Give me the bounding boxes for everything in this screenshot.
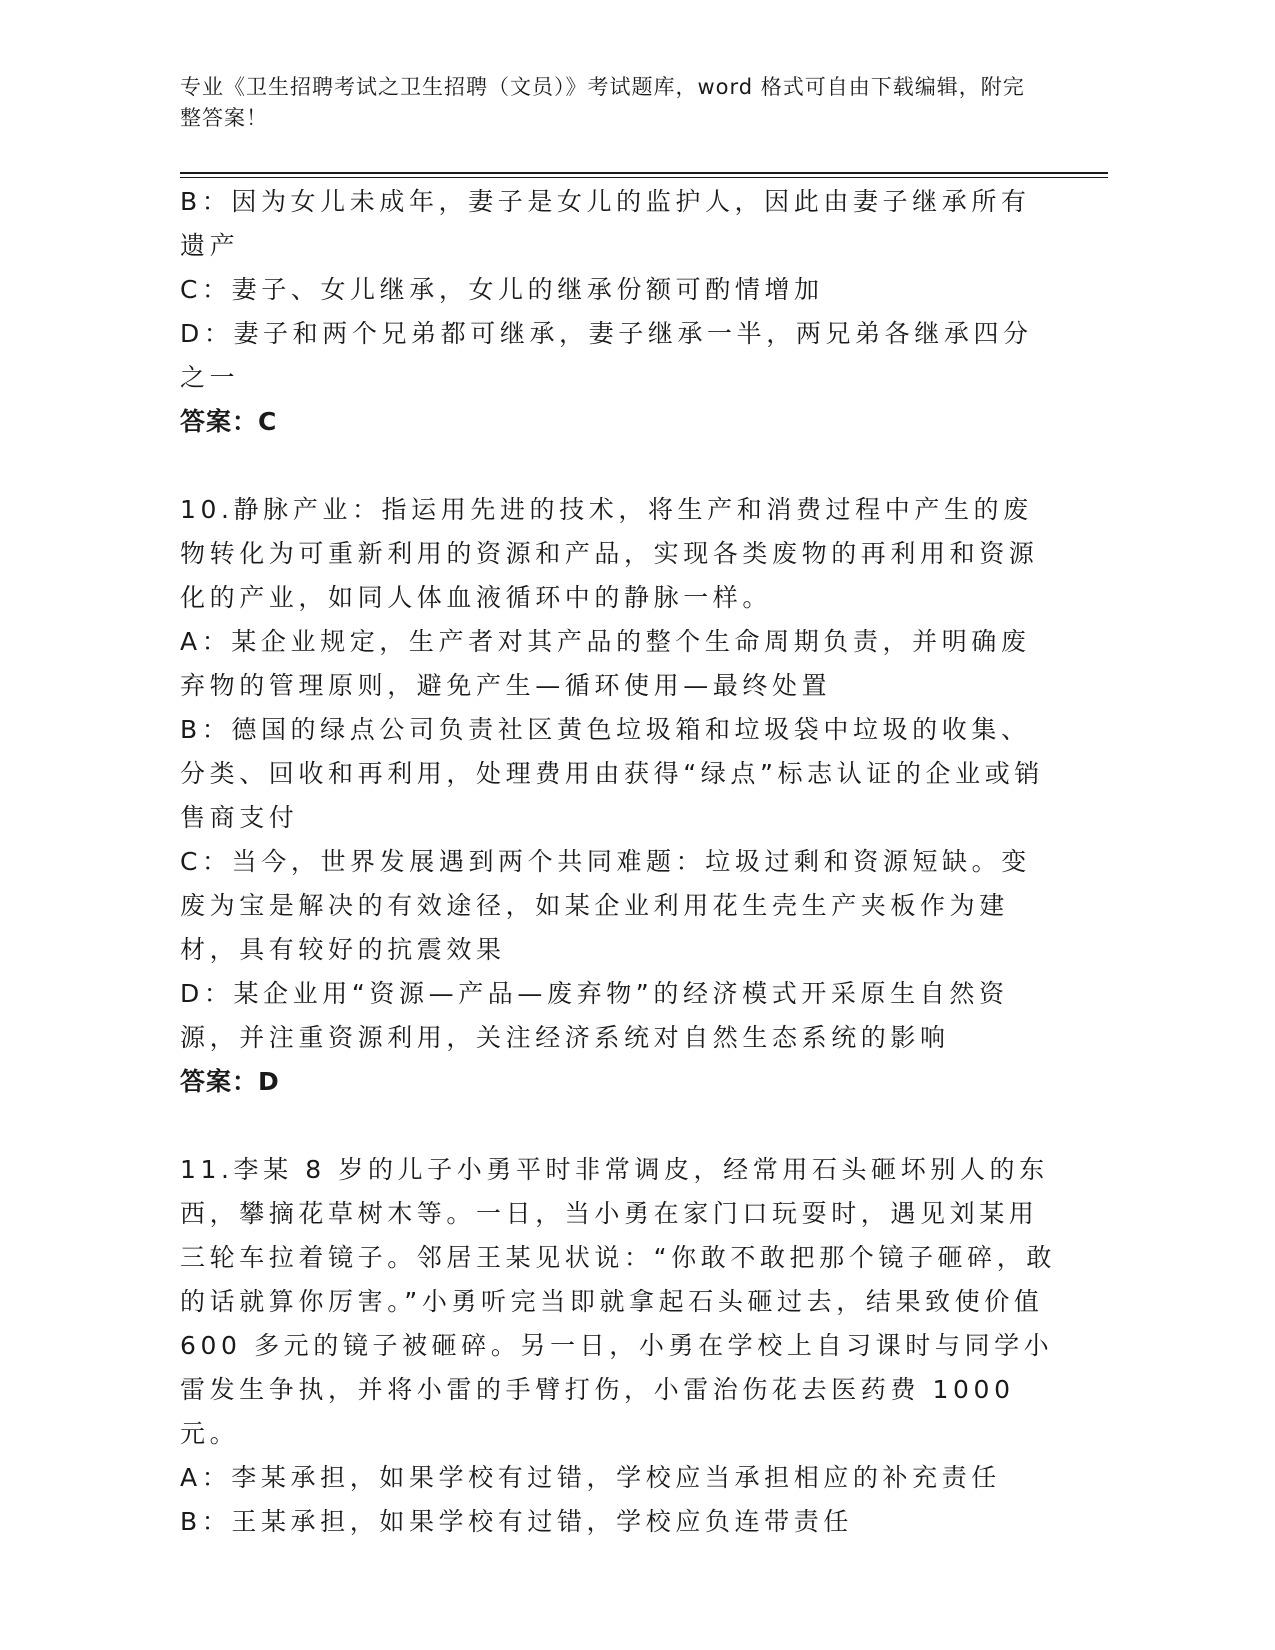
header-rule-thin <box>180 177 1108 178</box>
question-spacer <box>180 1104 1060 1148</box>
q10-answer: 答案：D <box>180 1067 280 1096</box>
question-10 <box>180 488 1060 1104</box>
q11-option-b: B：王某承担，如果学校有过错，学校应负连带责任 <box>180 1507 853 1536</box>
q10-option-a: A：某企业规定，生产者对其产品的整个生命周期负责，并明确废弃物的管理原则，避免产生—循环使用—最终处置 <box>180 627 1031 700</box>
question-11 <box>180 1148 1060 1544</box>
document-header: 专业《卫生招聘考试之卫生招聘（文员）》考试题库，word 格式可自由下载编辑，附完整答案！ <box>180 75 1025 130</box>
q9-option-c: C：妻子、女儿继承，女儿的继承份额可酌情增加 <box>180 275 824 304</box>
q10-option-b: B：德国的绿点公司负责社区黄色垃圾箱和垃圾袋中垃圾的收集、分类、回收和再利用，处理费用由获得“绿点”标志认证的企业或销售商支付 <box>180 715 1044 832</box>
q9-option-b: B：因为女儿未成年，妻子是女儿的监护人，因此由妻子继承所有遗产 <box>180 187 1031 260</box>
q11-option-a: A：李某承担，如果学校有过错，学校应当承担相应的补充责任 <box>180 1463 1001 1492</box>
q9-answer: 答案：C <box>180 407 278 436</box>
question-9 <box>180 180 1060 444</box>
q11-stem: 11.李某 8 岁的儿子小勇平时非常调皮，经常用石头砸坏别人的东西，攀摘花草树木等。一日，当小勇在家门口玩耍时，遇见刘某用三轮车拉着镜子。邻居王某见状说：“你敢不敢把那个镜子砸碎，敢的话就算你厉害。”小勇听完当即就拿起石头砸过去，结果致使价值 600 多元的镜子被砸碎。另一日，小勇在学校上自习课时与同学小雷发生争执，并将小雷的手臂打伤，小雷治伤花去医药费 1000 元。 <box>180 1155 1056 1448</box>
document-body <box>180 180 1060 1544</box>
header-rule-thick <box>180 172 1108 174</box>
q10-stem: 10.静脉产业：指运用先进的技术，将生产和消费过程中产生的废物转化为可重新利用的资源和产品，实现各类废物的再利用和资源化的产业，如同人体血液循环中的静脉一样。 <box>180 495 1039 612</box>
question-spacer <box>180 444 1060 488</box>
q9-option-d: D：妻子和两个兄弟都可继承，妻子继承一半，两兄弟各继承四分之一 <box>180 319 1033 392</box>
q10-option-d: D：某企业用“资源—产品—废弃物”的经济模式开采原生自然资源，并注重资源利用，关注经济系统对自然生态系统的影响 <box>180 979 1009 1052</box>
q10-option-c: C：当今，世界发展遇到两个共同难题：垃圾过剩和资源短缺。变废为宝是解决的有效途径，如某企业利用花生壳生产夹板作为建材，具有较好的抗震效果 <box>180 847 1031 964</box>
